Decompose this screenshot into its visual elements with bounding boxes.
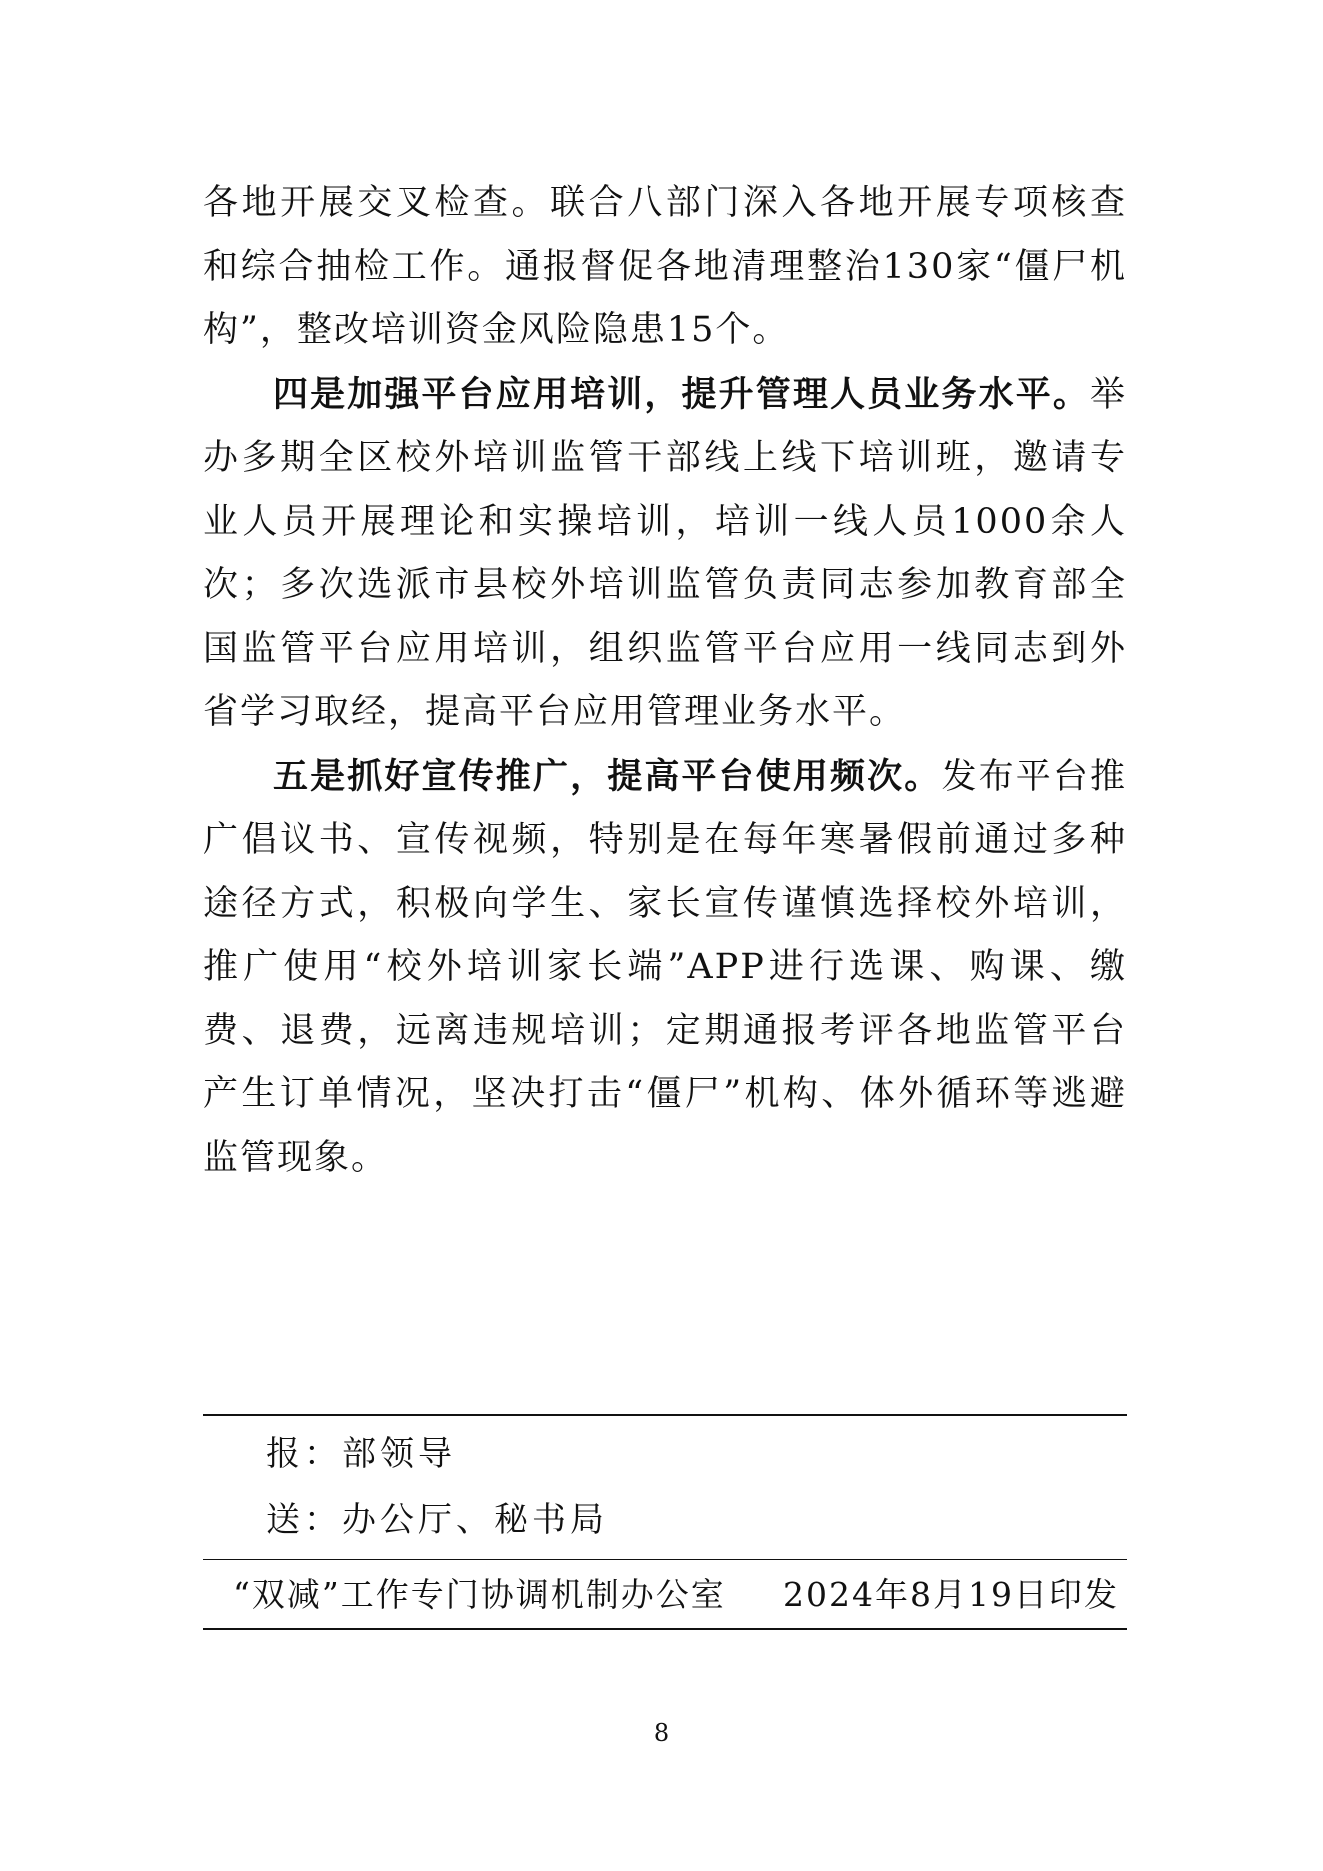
paragraph-lead-heading: 四是加强平台应用培训，提升管理人员业务水平。	[273, 373, 1090, 415]
document-body	[203, 172, 1127, 1190]
paragraph-lead-heading: 五是抓好宣传推广，提高平台使用频次。	[273, 755, 942, 797]
send-to-line: 送：办公厅、秘书局	[266, 1500, 608, 1540]
paragraph-text: 发布平台推广倡议书、宣传视频，特别是在每年寒暑假前通过多种途径方式，积极向学生、家长宣传谨慎选择校外培训，推广使用“校外培训家长端”APP进行选课、购课、缴费、退费，远离违规培训；定期通报考评各地监管平台产生订单情况，坚决打击“僵尸”机构、体外循环等逃避监管现象。	[203, 756, 1127, 1178]
paragraph-text: 举办多期全区校外培训监管干部线上线下培训班，邀请专业人员开展理论和实操培训，培训一线人员1000余人次；多次选派市县校外培训监管负责同志参加教育部全国监管平台应用培训，组织监管平台应用一线同志到外省学习取经，提高平台应用管理业务水平。	[203, 374, 1127, 732]
issuance-footer	[203, 1572, 1127, 1618]
top-divider	[203, 1414, 1127, 1416]
middle-divider	[203, 1559, 1127, 1560]
paragraph-promotion	[203, 745, 1127, 1191]
report-to-line: 报：部领导	[266, 1434, 456, 1474]
paragraph-platform-training	[203, 363, 1127, 745]
issuing-office: “双减”工作专门协调机制办公室	[233, 1575, 726, 1614]
paragraph-inspection: 各地开展交叉检查。联合八部门深入各地开展专项核查和综合抽检工作。通报督促各地清理整治130家“僵尸机构”，整改培训资金风险隐患15个。	[203, 183, 1127, 350]
issue-date: 2024年8月19日印发	[783, 1575, 1119, 1614]
bottom-divider	[203, 1628, 1127, 1630]
page-number: 8	[653, 1719, 670, 1747]
